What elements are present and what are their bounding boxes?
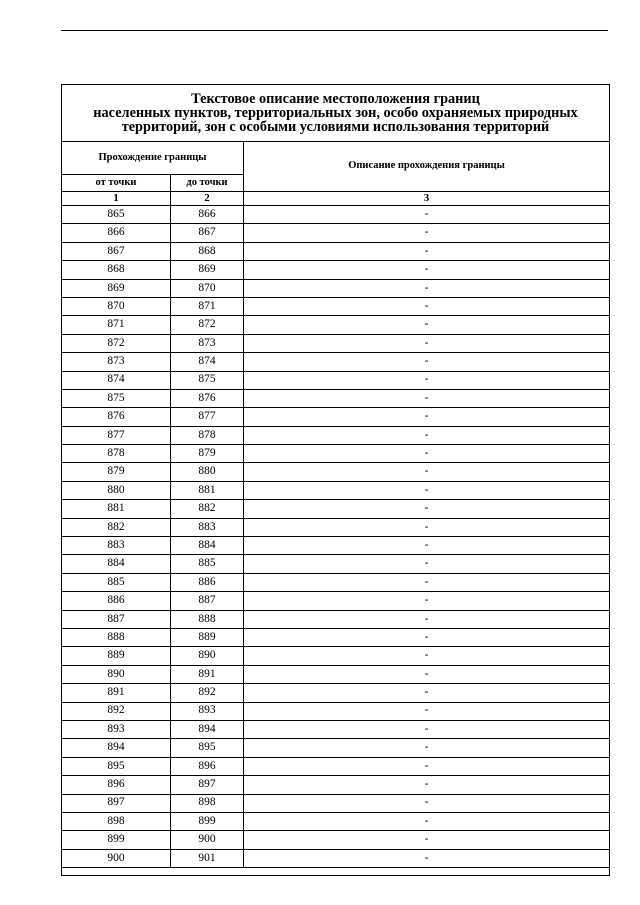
table-row [62,463,610,481]
title-line-3: территорий, зон с особыми условиями использования территорий [121,119,550,136]
table-row [62,518,610,536]
cell-to-point: 871 [171,297,244,315]
cell-to-point: 887 [171,592,244,610]
cell-from-point: 871 [62,316,171,334]
cell-to-point: 877 [171,408,244,426]
cell-to-point: 900 [171,831,244,849]
table-row [62,555,610,573]
column-number-3: 3 [244,192,610,206]
cell-description: - [244,206,610,224]
cell-to-point: 890 [171,647,244,665]
cell-to-point: 880 [171,463,244,481]
table-row [62,573,610,591]
cell-to-point: 885 [171,555,244,573]
table-row [62,537,610,555]
cell-to-point: 876 [171,389,244,407]
cell-from-point: 894 [62,739,171,757]
table-row [62,812,610,830]
cell-from-point: 899 [62,831,171,849]
cell-description: - [244,353,610,371]
cell-description: - [244,500,610,518]
cell-description: - [244,224,610,242]
cell-description: - [244,518,610,536]
table-row [62,610,610,628]
table-row [62,353,610,371]
cell-description: - [244,316,610,334]
header-from-point: от точки [62,175,171,192]
cell-from-point: 898 [62,812,171,830]
cell-to-point: 878 [171,426,244,444]
table-row [62,849,610,867]
cell-description: - [244,849,610,867]
cell-description: - [244,628,610,646]
cell-from-point: 895 [62,757,171,775]
cell-from-point: 874 [62,371,171,389]
table-row [62,739,610,757]
cell-from-point: 868 [62,261,171,279]
cell-to-point: 895 [171,739,244,757]
cell-description: - [244,389,610,407]
cell-from-point: 873 [62,353,171,371]
cell-description: - [244,610,610,628]
table-end-row [62,868,610,876]
header-description: Описание прохождения границы [244,142,610,192]
cell-from-point: 883 [62,537,171,555]
column-number-row [62,192,610,206]
cell-from-point: 891 [62,684,171,702]
cell-to-point: 898 [171,794,244,812]
table-row [62,628,610,646]
table-end-cell [62,868,610,876]
cell-to-point: 883 [171,518,244,536]
cell-from-point: 882 [62,518,171,536]
cell-to-point: 894 [171,720,244,738]
table-row [62,702,610,720]
cell-description: - [244,279,610,297]
cell-to-point: 892 [171,684,244,702]
table-row [62,242,610,260]
cell-from-point: 884 [62,555,171,573]
cell-to-point: 879 [171,445,244,463]
cell-description: - [244,371,610,389]
cell-to-point: 882 [171,500,244,518]
cell-from-point: 881 [62,500,171,518]
cell-to-point: 881 [171,481,244,499]
table-row [62,500,610,518]
cell-to-point: 875 [171,371,244,389]
cell-from-point: 889 [62,647,171,665]
cell-to-point: 869 [171,261,244,279]
header-row-passage [62,142,610,175]
table-row [62,206,610,224]
cell-from-point: 897 [62,794,171,812]
cell-to-point: 874 [171,353,244,371]
cell-from-point: 876 [62,408,171,426]
table-row [62,261,610,279]
cell-to-point: 901 [171,849,244,867]
cell-from-point: 896 [62,776,171,794]
table-row [62,720,610,738]
table-row [62,831,610,849]
cell-description: - [244,242,610,260]
cell-to-point: 888 [171,610,244,628]
table-row [62,297,610,315]
cell-from-point: 886 [62,592,171,610]
table-title [62,85,610,142]
header-passage: Прохождение границы [62,142,244,175]
cell-to-point: 897 [171,776,244,794]
cell-to-point: 872 [171,316,244,334]
cell-description: - [244,831,610,849]
cell-to-point: 866 [171,206,244,224]
cell-to-point: 891 [171,665,244,683]
cell-to-point: 889 [171,628,244,646]
table-row [62,389,610,407]
table-row [62,592,610,610]
cell-description: - [244,297,610,315]
table-row [62,647,610,665]
table-row [62,665,610,683]
table-row [62,684,610,702]
cell-description: - [244,794,610,812]
cell-description: - [244,555,610,573]
cell-description: - [244,426,610,444]
cell-from-point: 890 [62,665,171,683]
cell-from-point: 879 [62,463,171,481]
cell-from-point: 877 [62,426,171,444]
cell-description: - [244,702,610,720]
cell-description: - [244,334,610,352]
cell-from-point: 867 [62,242,171,260]
cell-description: - [244,592,610,610]
cell-description: - [244,812,610,830]
column-number-2: 2 [171,192,244,206]
table-row [62,481,610,499]
cell-description: - [244,463,610,481]
cell-from-point: 880 [62,481,171,499]
table-row [62,408,610,426]
table-row [62,426,610,444]
table-row [62,334,610,352]
cell-description: - [244,665,610,683]
table-row [62,279,610,297]
table-row [62,757,610,775]
cell-from-point: 885 [62,573,171,591]
cell-from-point: 870 [62,297,171,315]
title-line-1: Текстовое описание местоположения границ [191,90,480,107]
table-row [62,794,610,812]
cell-description: - [244,573,610,591]
cell-from-point: 869 [62,279,171,297]
cell-description: - [244,720,610,738]
cell-description: - [244,481,610,499]
table-row [62,445,610,463]
cell-description: - [244,647,610,665]
table-row [62,776,610,794]
column-number-1: 1 [62,192,171,206]
cell-to-point: 893 [171,702,244,720]
cell-from-point: 887 [62,610,171,628]
cell-to-point: 870 [171,279,244,297]
cell-description: - [244,408,610,426]
cell-from-point: 888 [62,628,171,646]
cell-from-point: 878 [62,445,171,463]
cell-from-point: 875 [62,389,171,407]
cell-description: - [244,757,610,775]
title-row [62,85,610,142]
cell-to-point: 884 [171,537,244,555]
header-to-point: до точки [171,175,244,192]
boundary-description-table [61,84,610,876]
cell-description: - [244,684,610,702]
table-row [62,371,610,389]
cell-description: - [244,261,610,279]
cell-to-point: 886 [171,573,244,591]
table-row [62,316,610,334]
title-line-2: населенных пунктов, территориальных зон, особо охраняемых природных [93,104,578,121]
cell-to-point: 873 [171,334,244,352]
cell-to-point: 867 [171,224,244,242]
cell-description: - [244,776,610,794]
header-rule [61,30,608,31]
cell-from-point: 865 [62,206,171,224]
cell-from-point: 900 [62,849,171,867]
cell-from-point: 866 [62,224,171,242]
cell-to-point: 896 [171,757,244,775]
cell-description: - [244,537,610,555]
table-row [62,224,610,242]
cell-from-point: 893 [62,720,171,738]
cell-to-point: 868 [171,242,244,260]
cell-from-point: 872 [62,334,171,352]
cell-from-point: 892 [62,702,171,720]
cell-description: - [244,739,610,757]
cell-description: - [244,445,610,463]
cell-to-point: 899 [171,812,244,830]
